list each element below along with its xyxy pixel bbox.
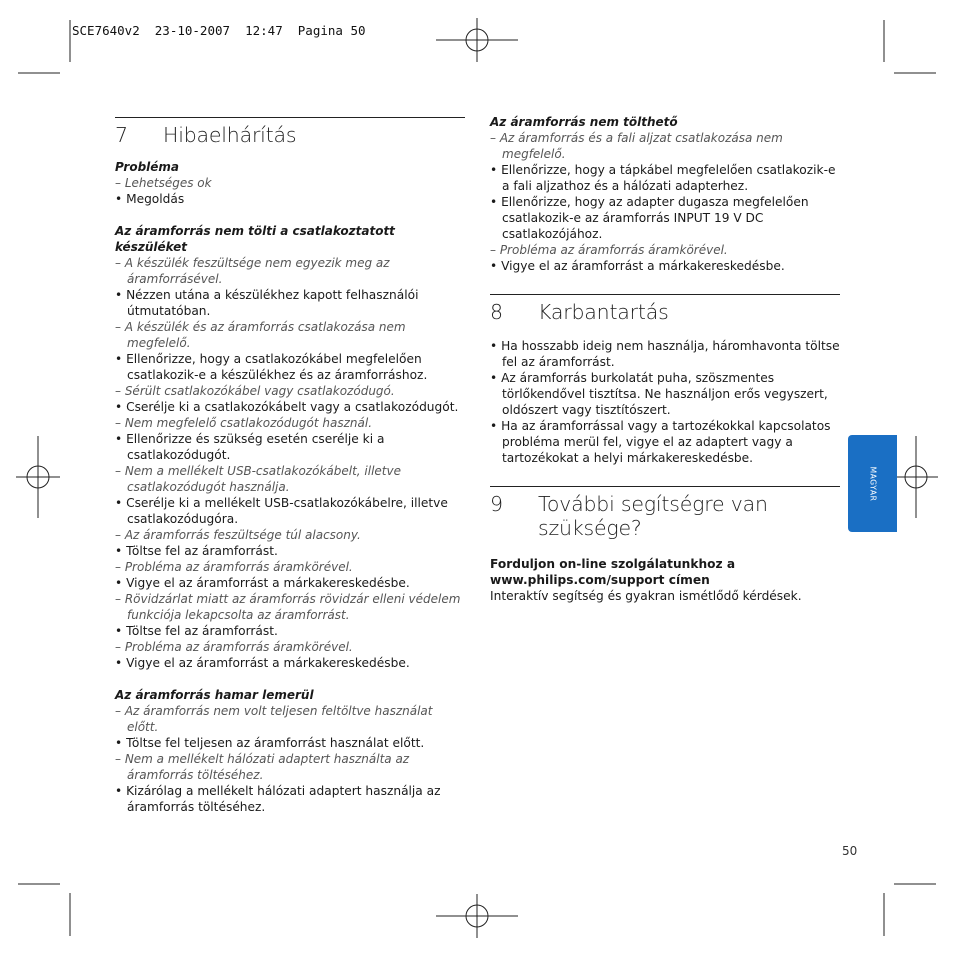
maintenance-item: • Az áramforrás burkolatát puha, szöszmentes törlőkendővel tisztítsa. Ne használjon erős vegyszert, oldószert vagy tisztítószert. (490, 371, 828, 417)
cause: – A készülék és az áramforrás csatlakozása nem megfelelő. (115, 320, 406, 350)
cause: – Nem megfelelő csatlakozódugót használ. (115, 416, 373, 430)
registration-mark-top (436, 18, 518, 62)
solution: • Ellenőrizze, hogy a csatlakozókábel megfelelően csatlakozik-e a készülékhez és az áramforráshoz. (115, 352, 428, 382)
cause: – Nem a mellékelt USB-csatlakozókábelt, illetve csatlakozódugót használja. (115, 464, 401, 494)
cause: – A készülék feszültsége nem egyezik meg az áramforrásével. (115, 256, 390, 286)
registration-mark-left (16, 436, 60, 518)
left-column (115, 117, 465, 815)
section-title: Hibaelhárítás (163, 123, 297, 147)
legend-solution: • Megoldás (115, 192, 185, 206)
solution: • Töltse fel teljesen az áramforrást használat előtt. (115, 736, 425, 750)
legend-cause: – Lehetséges ok (115, 176, 212, 190)
section-heading-maintenance (490, 300, 840, 324)
legend-problem: Probléma (115, 160, 180, 174)
solution: • Töltse fel az áramforrást. (115, 624, 278, 638)
cause: – Probléma az áramforrás áramkörével. (115, 560, 353, 574)
section-number: 7 (115, 123, 128, 147)
cause: – Rövidzárlat miatt az áramforrás rövidzár elleni védelem funkciója lekapcsolta az áramforrást. (115, 592, 461, 622)
language-tab (848, 435, 897, 532)
solution: • Nézzen utána a készülékhez kapott felhasználói útmutatóban. (115, 288, 419, 318)
section-heading-troubleshooting (115, 123, 465, 147)
cause: – Az áramforrás és a fali aljzat csatlakozása nem megfelelő. (490, 131, 783, 161)
solution: • Vigye el az áramforrást a márkakereskedésbe. (115, 656, 410, 670)
section-heading-help (490, 492, 840, 540)
solution: • Cserélje ki a csatlakozókábelt vagy a csatlakozódugót. (115, 400, 459, 414)
solution: • Cserélje ki a mellékelt USB-csatlakozókábelre, illetve csatlakozódugóra. (115, 496, 448, 526)
solution: • Ellenőrizze, hogy a tápkábel megfelelően csatlakozik-e a fali aljzathoz és a hálózati adapterhez. (490, 163, 836, 193)
cause: – Probléma az áramforrás áramkörével. (115, 640, 353, 654)
section-rule (115, 117, 465, 118)
section-title: Karbantartás (538, 300, 669, 324)
support-text: Forduljon on-line szolgálatunkhoz a www.philips.com/support címen (490, 557, 736, 587)
section-number: 9 (490, 492, 503, 516)
solution: • Vigye el az áramforrást a márkakereskedésbe. (115, 576, 410, 590)
registration-mark-bottom (436, 894, 518, 938)
maintenance-item: • Ha az áramforrással vagy a tartozékokkal kapcsolatos probléma merül fel, vigye el az adaptert vagy a tartozékokat a helyi márkakereskedésbe. (490, 419, 831, 465)
cause: – Probléma az áramforrás áramkörével. (490, 243, 728, 257)
section-number: 8 (490, 300, 503, 324)
solution: • Töltse fel az áramforrást. (115, 544, 278, 558)
solution: • Kizárólag a mellékelt hálózati adaptert használja az áramforrás töltéséhez. (115, 784, 441, 814)
cause: – Nem a mellékelt hálózati adaptert használta az áramforrás töltéséhez. (115, 752, 410, 782)
section-rule (490, 486, 840, 487)
cause: – Sérült csatlakozókábel vagy csatlakozódugó. (115, 384, 395, 398)
cause: – Az áramforrás nem volt teljesen feltöltve használat előtt. (115, 704, 433, 734)
support-subtext: Interaktív segítség és gyakran ismétlődő kérdések. (490, 589, 802, 603)
right-column (490, 114, 840, 604)
solution: • Ellenőrizze és szükség esetén cserélje ki a csatlakozódugót. (115, 432, 385, 462)
solution: • Vigye el az áramforrást a márkakereskedésbe. (490, 259, 785, 273)
page-number: 50 (842, 844, 858, 858)
maintenance-item: • Ha hosszabb ideig nem használja, háromhavonta töltse fel az áramforrást. (490, 339, 840, 369)
language-tab-label: MAGYAR (868, 466, 877, 501)
problem-title: Az áramforrás hamar lemerül (115, 688, 314, 702)
print-header: SCE7640v2 23-10-2007 12:47 Pagina 50 (72, 23, 366, 38)
section-rule (490, 294, 840, 295)
cause: – Az áramforrás feszültsége túl alacsony. (115, 528, 361, 542)
problem-title: Az áramforrás nem tölthető (490, 115, 678, 129)
problem-title: Az áramforrás nem tölti a csatlakoztatott készüléket (115, 224, 395, 254)
registration-mark-right (894, 436, 938, 518)
section-title: További segítségre van szüksége? (538, 492, 768, 540)
solution: • Ellenőrizze, hogy az adapter dugasza megfelelően csatlakozik-e az áramforrás INPUT 19 V DC csatlakozójához. (490, 195, 809, 241)
